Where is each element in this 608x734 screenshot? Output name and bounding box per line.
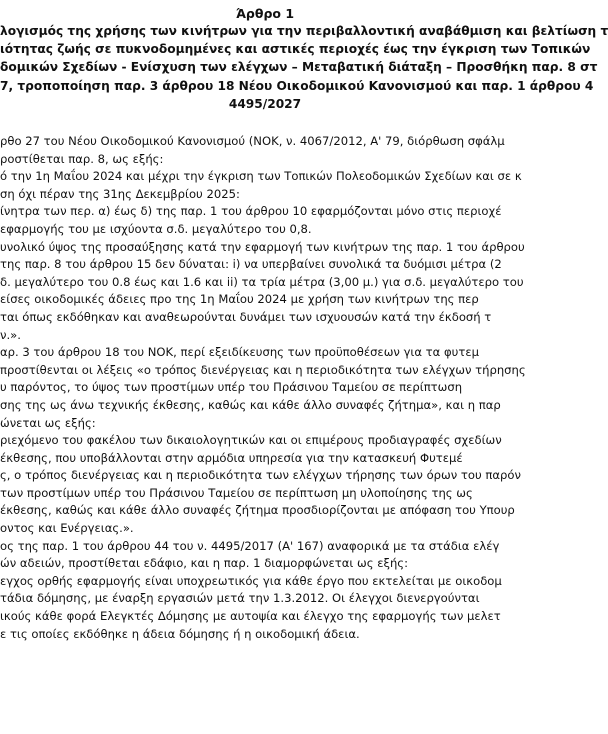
- body-line: ος της παρ. 1 του άρθρου 44 του ν. 4495/2017 (Α' 167) αναφορικά με τα στάδια ελέγ: [0, 538, 500, 553]
- body-line: σης της ως άνω τεχνικής έκθεσης, καθώς και κάθε άλλο συναφές ζήτημα», και η παρ: [0, 397, 501, 412]
- body-line: εφαρμογής του με ισχύοντα σ.δ. μεγαλύτερο του 0,8.: [0, 221, 312, 236]
- body-line: ρθο 27 του Νέου Οικοδομικού Κανονισμού (ΝΟΚ, ν. 4067/2012, Α' 79, διόρθωση σφάλμ: [0, 134, 505, 148]
- heading-line: ιότητας ζωής σε πυκνοδομημένες και αστικές περιοχές έως την έγκριση των Τοπικών: [0, 42, 591, 57]
- body-line: ών αδειών, προστίθεται εδάφιο, και η παρ. 1 διαμορφώνεται ως εξής:: [0, 556, 409, 571]
- body-line: εγχος ορθής εφαρμογής είναι υποχρεωτικός για κάθε έργο που εκτελείται με οικοδομ: [0, 573, 502, 588]
- body-line: υ παρόντος, το ύψος των προστίμων υπέρ του Πράσινου Ταμείου σε περίπτωση: [0, 380, 463, 395]
- heading-line-law-number: 4495/2027: [228, 96, 302, 111]
- body-line: δ. μεγαλύτερο του 0.8 έως και 1.6 και ii) τα τρία μέτρα (3,00 μ.) για σ.δ. μεγαλύτερο του: [0, 274, 524, 289]
- paragraph-1: [0, 133, 600, 344]
- body-line: ροστίθεται παρ. 8, ως εξής:: [0, 151, 164, 166]
- article-heading: [0, 22, 608, 113]
- body-line: ριεχόμενο του φακέλου των δικαιολογητικών και οι επιμέρους προδιαγραφές σχεδίων: [0, 433, 502, 448]
- body-line: τάδια δόμησης, με έναρξη εργασιών μετά την 1.3.2012. Οι έλεγχοι διενεργούνται: [0, 591, 480, 606]
- body-line: ς, ο τρόπος διενέργειας και η περιοδικότητα των ελέγχων τήρησης των όρων του παρόν: [0, 468, 521, 483]
- body-line: έκθεσης, που υποβάλλονται στην αρμόδια υπηρεσία για την κατασκευή Φυτεμέ: [0, 450, 463, 465]
- body-line: ικούς κάθε φορά Ελεγκτές Δόμησης με αυτοψία και έλεγχο της εφαρμογής των μελετ: [0, 609, 501, 624]
- heading-line: 7, τροποποίηση παρ. 3 άρθρου 18 Νέου Οικοδομικού Κανονισμού και παρ. 1 άρθρου 4: [0, 78, 594, 93]
- heading-line: λογισμός της χρήσης των κινήτρων για την περιβαλλοντική αναβάθμιση και βελτίωση τ: [0, 24, 608, 38]
- body-line: υνολικό ύψος της προσαύξησης κατά την εφαρμογή των κινήτρων της παρ. 1 του άρθρου: [0, 239, 525, 254]
- body-line: οντος και Ενέργειας.».: [0, 521, 134, 536]
- body-line: ίνητρα των περ. α) έως δ) της παρ. 1 του άρθρου 10 εφαρμόζονται μόνο στις περιοχέ: [0, 204, 502, 219]
- body-line: ώνεται ως εξής:: [0, 415, 96, 430]
- body-line: ται όπως εκδόθηκαν και αναθεωρούνται δυνάμει των ισχυουσών κατά την έκδοσή τ: [0, 309, 492, 324]
- article-title: Άρθρο 1: [235, 6, 295, 21]
- heading-line: δομικών Σχεδίων - Ενίσχυση των ελέγχων – Μεταβατική διάταξη – Προσθήκη παρ. 8 στ: [0, 60, 598, 75]
- paragraph-2: [0, 344, 600, 538]
- body-line: προστίθενται οι λέξεις «ο τρόπος διενέργειας και η περιοδικότητα των ελέγχων τήρησης: [0, 362, 526, 377]
- body-line: ε τις οποίες εκδόθηκε η άδεια δόμησης ή η οικοδομική άδεια.: [0, 626, 360, 641]
- paragraph-3: [0, 538, 600, 644]
- body-line: ν.».: [0, 327, 21, 342]
- body-line: ση όχι πέραν της 31ης Δεκεμβρίου 2025:: [0, 186, 240, 201]
- body-line: αρ. 3 του άρθρου 18 του ΝΟΚ, περί εξειδίκευσης των προϋποθέσεων για τα φυτεμ: [0, 345, 479, 360]
- body-line: έκθεσης, καθώς και κάθε άλλο συναφές ζήτημα προσδιορίζονται με απόφαση του Υπουρ: [0, 503, 515, 518]
- article-body: [0, 133, 600, 643]
- body-line: ό την 1η Μαΐου 2024 και μέχρι την έγκριση των Τοπικών Πολεοδομικών Σχεδίων και σε κ: [0, 169, 522, 184]
- body-line: είσες οικοδομικές άδειες προ της 1η Μαΐου 2024 με χρήση των κινήτρων της περ: [0, 292, 479, 307]
- body-line: της παρ. 8 του άρθρου 15 δεν δύναται: i) να υπερβαίνει συνολικά τα δυόμισι μέτρα (2: [0, 257, 502, 272]
- body-line: των προστίμων υπέρ του Πράσινου Ταμείου σε περίπτωση μη υλοποίησης της ως: [0, 485, 473, 500]
